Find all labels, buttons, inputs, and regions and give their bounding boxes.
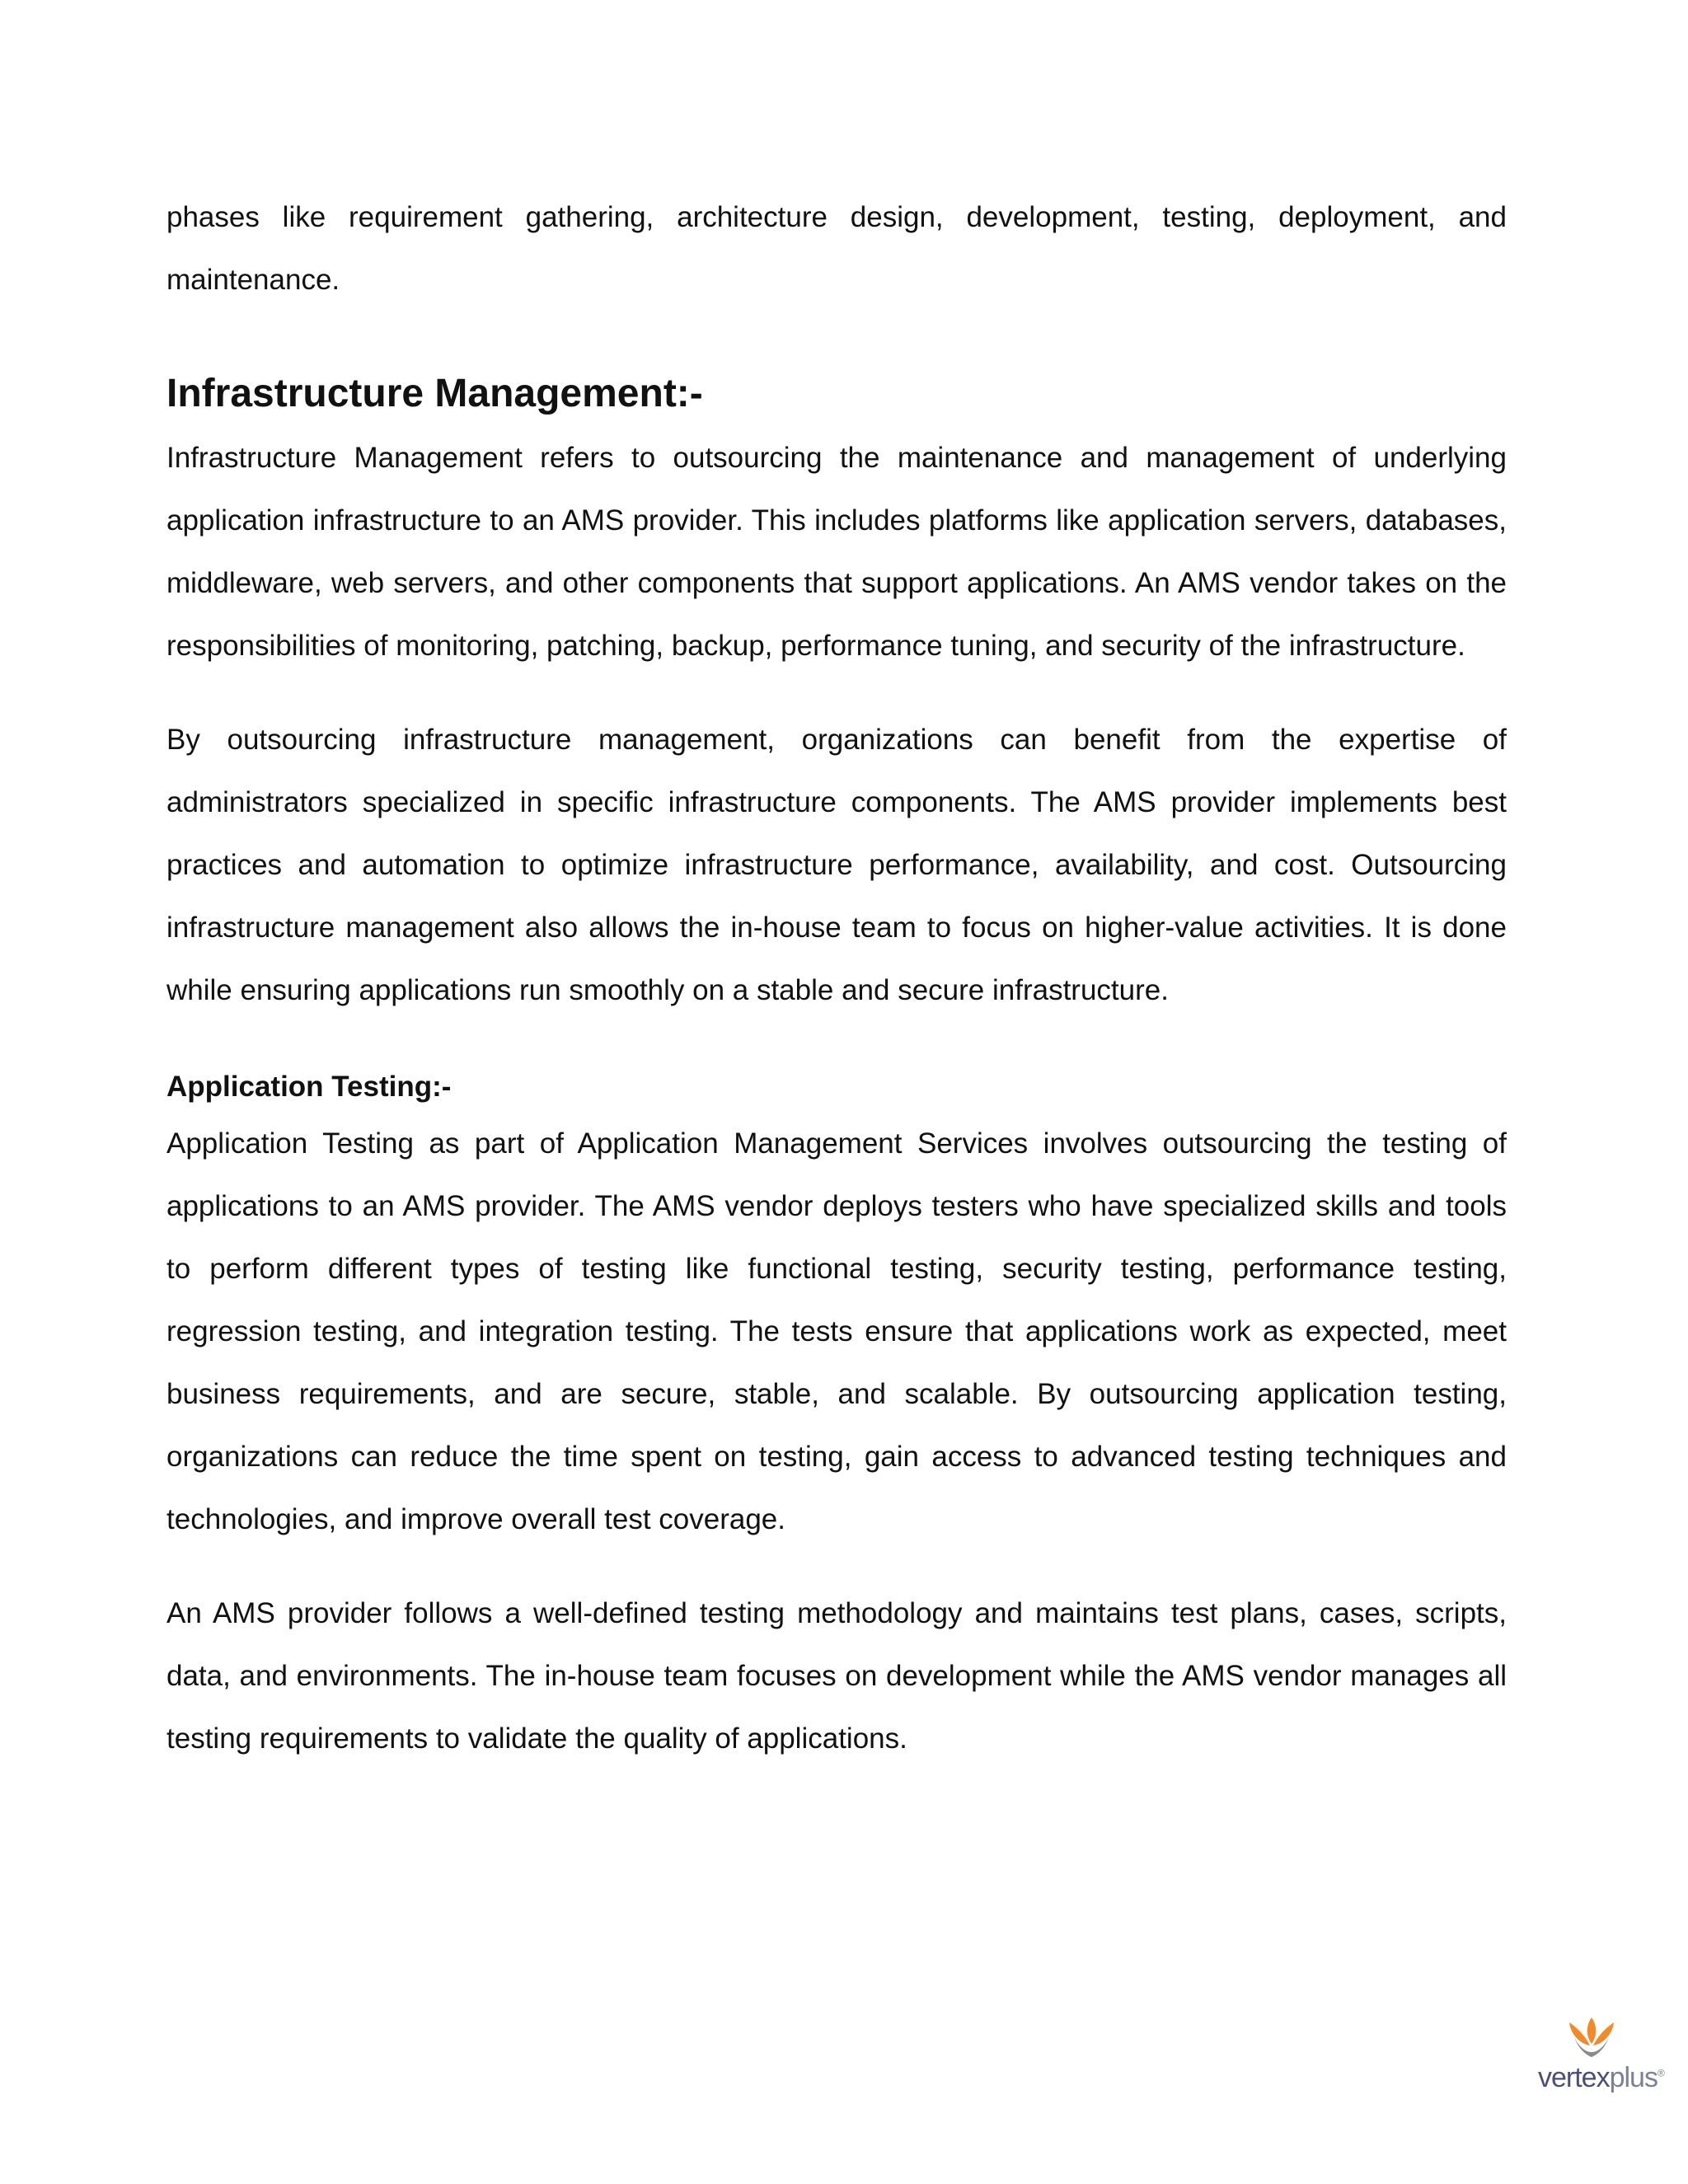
application-testing-heading: Application Testing:- (166, 1071, 452, 1103)
document-page (166, 186, 1507, 1770)
continuation-paragraph: phases like requirement gathering, architecture design, development, testing, deployment, and maintenance. (166, 201, 1507, 296)
testing-paragraph-1: Application Testing as part of Application Management Services involves outsourcing the testing of applications to an AMS provider. The AMS vendor deploys testers who have specialized skills and tools to perform different types of testing like functional testing, security testing, performance testing, regression testing, and integration testing. The tests ensure that applications work as expected, meet business requirements, and are secure, stable, and scalable. By outsourcing application testing, organizations can reduce the time spent on testing, gain access to advanced testing techniques and technologies, and improve overall test coverage. (166, 1127, 1507, 1535)
testing-paragraph-2: An AMS provider follows a well-defined testing methodology and maintains test plans, cases, scripts, data, and environments. The in-house team focuses on development while the AMS vendor manages all testing requirements to validate the quality of applications. (166, 1597, 1507, 1755)
infrastructure-paragraph-1: Infrastructure Management refers to outsourcing the maintenance and management of underlying application infrastructure to an AMS provider. This includes platforms like application servers, databases, middleware, web servers, and other components that support applications. An AMS vendor takes on the responsibilities of monitoring, patching, backup, performance tuning, and security of the infrastructure. (166, 442, 1507, 662)
infrastructure-paragraph-2: By outsourcing infrastructure management, organizations can benefit from the expertise of administrators specialized in specific infrastructure components. The AMS provider implements best practices and automation to optimize infrastructure performance, availability, and cost. Outsourcing infrastructure management also allows the in-house team to focus on higher-value activities. It is done while ensuring applications run smoothly on a stable and secure infrastructure. (166, 724, 1507, 1006)
infrastructure-management-heading: Infrastructure Management:- (166, 372, 703, 415)
vertexplus-logo-wordmark: vertexplus® (1538, 2062, 1664, 2093)
vertexplus-logo-icon (1563, 2011, 1620, 2060)
vertexplus-logo (1538, 2011, 1664, 2110)
